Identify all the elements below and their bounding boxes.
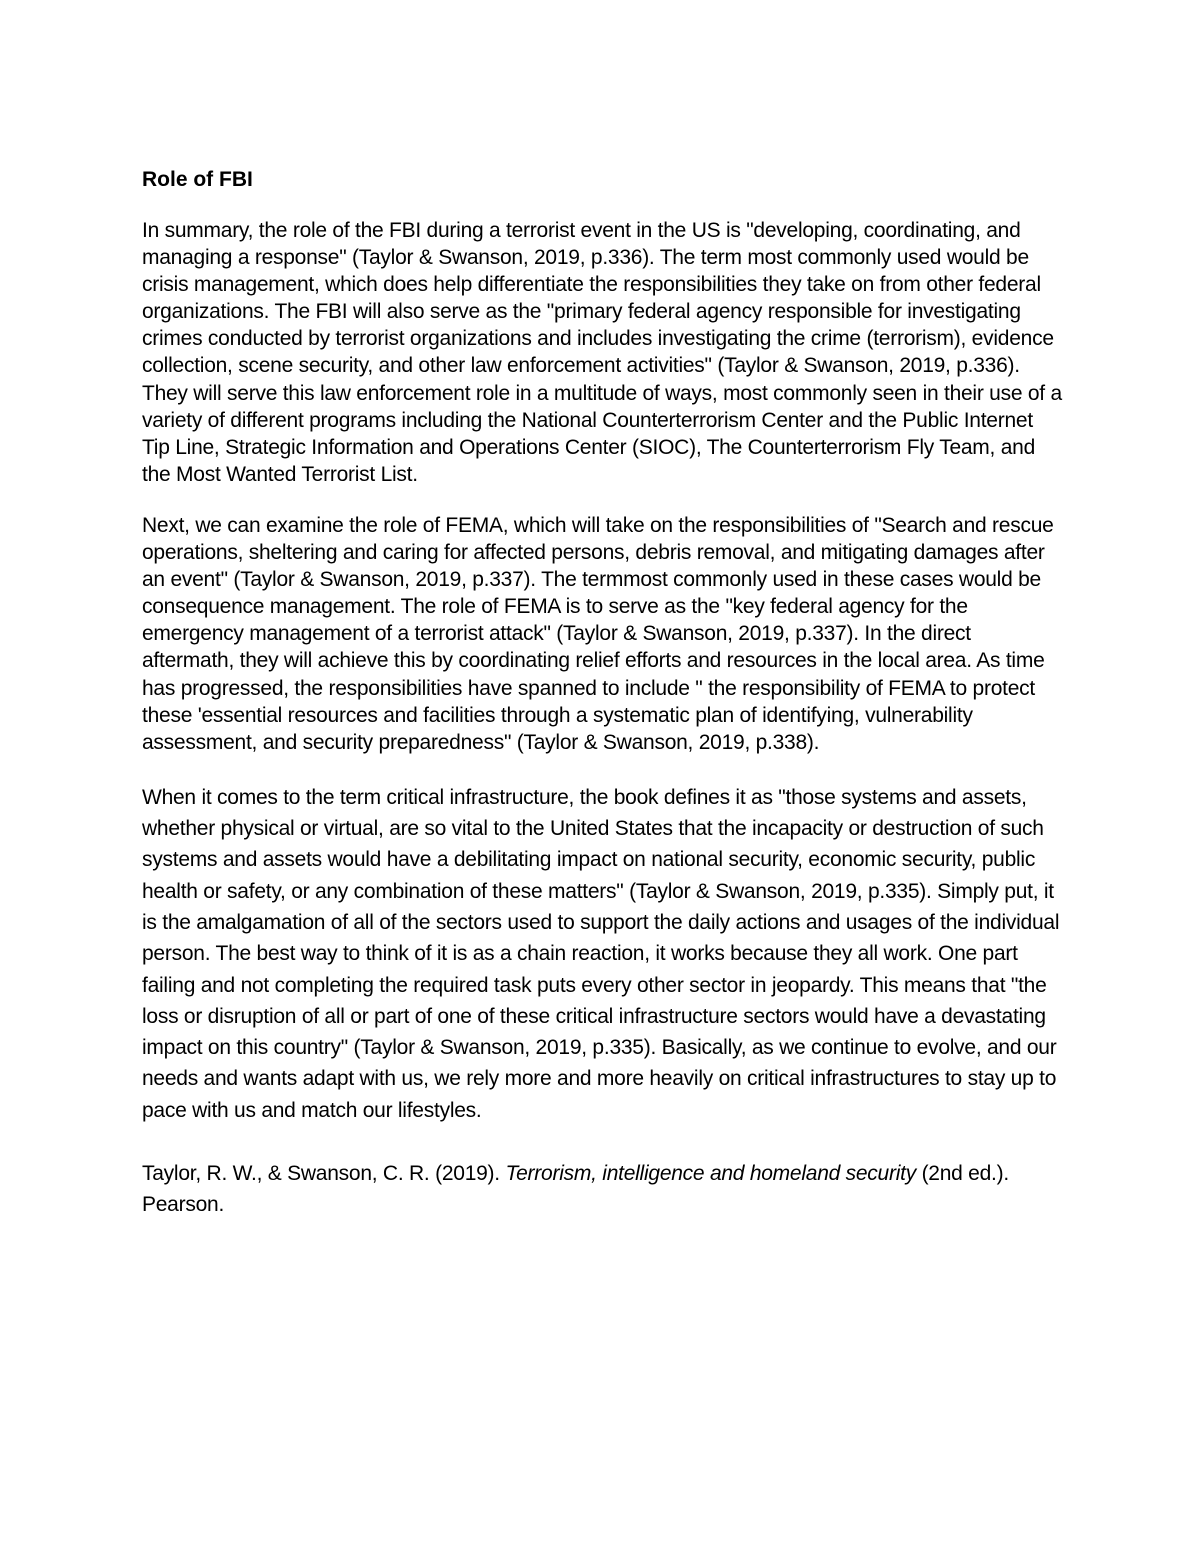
- document-title: Role of FBI: [142, 168, 253, 191]
- reference-details: (2nd ed.). Pearson.: [142, 1162, 1009, 1217]
- paragraph-fema-role: Next, we can examine the role of FEMA, which will take on the responsibilities of "Search and rescue operations, sheltering and caring for affected persons, debris removal, and mitigating damages after an event" (Taylor & Swanson, 2019, p.337). The termmost commonly used in these cases would be consequence management. The role of FEMA is to serve as the "key federal agency for the emergency management of a terrorist attack" (Taylor & Swanson, 2019, p.337). In the direct aftermath, they will achieve this by coordinating relief efforts and resources in the local area. As time has progressed, the responsibilities have spanned to include " the responsibility of FEMA to protect these 'essential resources and facilities through a systematic plan of identifying, vulnerability assessment, and security preparedness" (Taylor & Swanson, 2019, p.338).: [142, 513, 1054, 754]
- reference-book-title: Terrorism, intelligence and homeland security: [505, 1162, 916, 1186]
- reference-entry: [142, 1158, 1062, 1220]
- document-page: [142, 166, 1062, 1220]
- paragraph-critical-infrastructure: When it comes to the term critical infrastructure, the book defines it as "those systems and assets, whether physical or virtual, are so vital to the United States that the incapacity or destruction of such systems and assets would have a debilitating impact on national security, economic security, public health or safety, or any combination of these matters" (Taylor & Swanson, 2019, p.335). Simply put, it is the amalgamation of all of the sectors used to support the daily actions and usages of the individual person. The best way to think of it is as a chain reaction, it works because they all work. One part failing and not completing the required task puts every other sector in jeopardy. This means that "the loss or disruption of all or part of one of these critical infrastructure sectors would have a devastating impact on this country" (Taylor & Swanson, 2019, p.335). Basically, as we continue to evolve, and our needs and wants adapt with us, we rely more and more heavily on critical infrastructures to stay up to pace with us and match our lifestyles.: [142, 785, 1060, 1122]
- reference-authors: Taylor, R. W., & Swanson, C. R. (2019).: [142, 1162, 506, 1186]
- paragraph-fbi-role: In summary, the role of the FBI during a terrorist event in the US is "developing, coordinating, and managing a response" (Taylor & Swanson, 2019, p.336). The term most commonly used would be crisis management, which does help differentiate the responsibilities they take on from other federal organizations. The FBI will also serve as the "primary federal agency responsible for investigating crimes conducted by terrorist organizations and includes investigating the crime (terrorism), evidence collection, scene security, and other law enforcement activities" (Taylor & Swanson, 2019, p.336). They will serve this law enforcement role in a multitude of ways, most commonly seen in their use of a variety of different programs including the National Counterterrorism Center and the Public Internet Tip Line, Strategic Information and Operations Center (SIOC), The Counterterrorism Fly Team, and the Most Wanted Terrorist List.: [142, 219, 1062, 486]
